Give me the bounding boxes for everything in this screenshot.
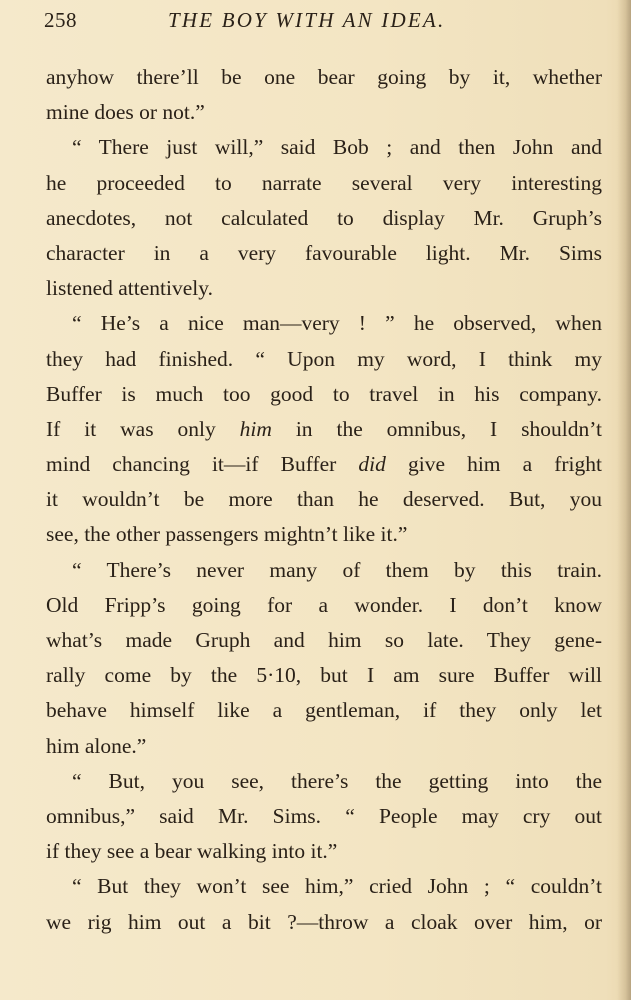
text-line: character in a very favourable light. Mr. Sims: [46, 240, 602, 265]
text-line: listened attentively.: [46, 276, 213, 301]
text-line: rally come by the 5·10, but I am sure Buffer will: [46, 663, 602, 688]
text-segment: If it was only: [46, 416, 240, 441]
text-line: they had finished. “ Upon my word, I think my: [46, 346, 602, 371]
text-line: “ But, you see, there’s the getting into the: [72, 768, 602, 793]
text-line: anyhow there’ll be one bear going by it, whether: [46, 65, 602, 89]
text-line: anecdotes, not calculated to display Mr. Gruph’s: [46, 205, 602, 230]
body-text: [46, 60, 602, 940]
text-line: “ He’s a nice man—very ! ” he observed, when: [72, 311, 602, 336]
text-line: “ There’s never many of them by this train.: [72, 557, 602, 582]
text-line: omnibus,” said Mr. Sims. “ People may cry out: [46, 803, 602, 828]
text-line: see, the other passengers mightn’t like it.”: [46, 522, 408, 547]
page-edge-shadow: [617, 0, 631, 1000]
text-line: we rig him out a bit ?—throw a cloak over him, or: [46, 909, 602, 934]
text-line: [46, 447, 602, 482]
text-segment: mind chancing it—if Buffer: [46, 452, 359, 477]
text-line: [46, 412, 602, 447]
text-line: “ There just will,” said Bob ; and then John and: [72, 135, 602, 160]
running-title: THE BOY WITH AN IDEA.: [168, 8, 446, 32]
page-number: 258: [44, 8, 77, 32]
text-line: he proceeded to narrate several very interesting: [46, 170, 602, 195]
italic-word: did: [358, 452, 386, 477]
text-segment: in the omnibus, I shouldn’t: [271, 416, 602, 441]
text-line: if they see a bear walking into it.”: [46, 839, 338, 864]
text-line: behave himself like a gentleman, if they only let: [46, 698, 602, 723]
text-line: him alone.”: [46, 733, 147, 758]
text-segment: give him a fright: [385, 452, 602, 477]
italic-word: him: [239, 416, 272, 441]
text-line: “ But they won’t see him,” cried John ; “ couldn’t: [72, 874, 602, 899]
text-line: what’s made Gruph and him so late. They gene-: [46, 628, 602, 652]
page-header: [44, 8, 606, 38]
text-line: mine does or not.”: [46, 100, 205, 125]
text-line: Buffer is much too good to travel in his company.: [46, 381, 602, 406]
text-line: Old Fripp’s going for a wonder. I don’t know: [46, 592, 602, 617]
text-line: it wouldn’t be more than he deserved. But, you: [46, 487, 602, 512]
